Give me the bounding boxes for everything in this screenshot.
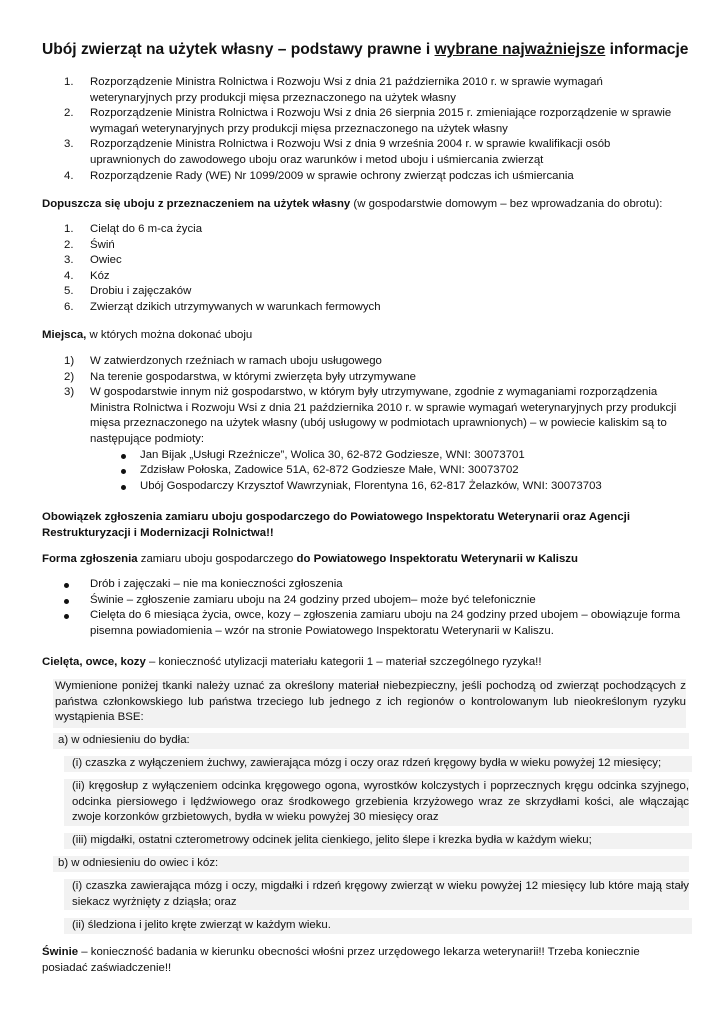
pigs-note: Świnie – konieczność badania w kierunku obecności włośni przez urzędowego lekarza weterynarii!! Trzeba koniecznie posiadać zaświadczenie!!: [42, 946, 640, 974]
bullet-icon: [121, 485, 126, 490]
list-item: 1. Cieląt do 6 m-ca życia: [64, 223, 203, 235]
list-item: Zdzisław Połoska, Zadowice 51A, 62-872 Godzieszе Małe, WNI: 30073702: [90, 463, 682, 479]
list-item: 3) W gospodarstwie innym niż gospodarstwo, w którym były utrzymywane, zgodnie z wymaganiami rozporządzenia Ministra Rolnictwa i Rozwoju Wsi z dnia 21 października 2010 r. w sprawie wymagań weterynaryjnych przy produkcji mięsa przeznaczonego na użytek własny (ubój usługowy w podmiotach uprawnionych) – w powiecie kaliskim są to następujące podmioty: Jan Bijak „Usługi Rzeźnicze”, Wolica 30, 62-872 Godzieszе, WNI: 30073701 Zdzisław Połoska, Zadowice 51A, 62-872 Godzieszе Małe, WNI: 30073702 Ubój Gospodarczy Krzysztof Wawrzyniak, Florentyna 16, 62-817 Żelazków, WNI: 30073703: [42, 385, 682, 494]
srm-intro: Wymienione poniżej tkanki należy uznać za określony materiał niebezpieczny, jeśli pochodzą od zwierząt pochodzących z państwa członkowskiego lub państwa trzeciego lub jednego z ich regionów o kontrolowanym lub nieokreślonym ryzyku wystąpienia BSE:: [53, 679, 686, 728]
list-item: Świnie – zgłoszenie zamiaru uboju na 24 godziny przed ubojem– może być telefonicznie: [42, 593, 682, 609]
title-underlined: wybrane najważniejsze: [434, 41, 606, 58]
list-item: 2. Świń: [64, 238, 115, 251]
calves-note: Cielęta, owce, kozy – konieczność utylizacji materiału kategorii 1 – materiał szczególnego ryzyka!!: [42, 656, 542, 668]
regulations-list: [42, 75, 682, 184]
allowed-heading: Dopuszcza się uboju z przeznaczeniem na użytek własny (w gospodarstwie domowym – bez wprowadzania do obrotu):: [42, 198, 663, 210]
obligation-text: Obowiązek zgłoszenia zamiaru uboju gospodarczego do Powiatowego Inspektoratu Weterynarii oraz Agencji Restrukturyzacji i Modernizacji Rolnictwa!!: [42, 511, 630, 539]
entities-list: [90, 448, 682, 495]
list-item: 1) W zatwierdzonych rzeźniach w ramach uboju usługowego: [64, 355, 382, 367]
list-item: 3. Rozporządzenie Ministra Rolnictwa i Rozwoju Wsi z dnia 9 września 2004 r. w sprawie kwalifikacji osób uprawnionych do zawodowego uboju oraz warunków i metod uboju i uśmiercania zwierząt: [64, 138, 611, 166]
title-part: Ubój zwierząt na użytek własny – podstawy prawne i: [42, 41, 435, 58]
list-item: 4. Kóz: [64, 269, 110, 282]
list-item: Cielęta do 6 miesiąca życia, owce, kozy – zgłoszenia zamiaru uboju na 24 godziny przed ubojem – obowiązuje forma pisemna powiadomienia – wzór na stronie Powiatowego Inspektoratu Weterynarii w Kaliszu.: [42, 608, 682, 639]
bullet-icon: [64, 599, 69, 604]
list-item: 3. Owiec: [64, 254, 122, 267]
allowed-list: [42, 222, 682, 316]
list-item: 1. Rozporządzenie Ministra Rolnictwa i Rozwoju Wsi z dnia 21 października 2010 r. w sprawie wymagań weterynaryjnych przy produkcji mięsa przeznaczonego na użytek własny: [64, 76, 603, 104]
title-part: informacje: [605, 41, 689, 58]
srm-sheep-item: (ii) śledziona i jelito kręte zwierząt w każdym wieku.: [64, 918, 692, 934]
list-item: 6. Zwierząt dzikich utrzymywanych w warunkach fermowych: [64, 300, 381, 313]
bullet-icon: [121, 469, 126, 474]
list-item: Ubój Gospodarczy Krzysztof Wawrzyniak, Florentyna 16, 62-817 Żelazków, WNI: 30073703: [90, 479, 682, 495]
places-list: [42, 354, 682, 494]
form-list: [42, 577, 682, 639]
bullet-icon: [64, 614, 69, 619]
srm-sheep-item: (i) czaszka zawierająca mózg i oczy, migdałki i rdzeń kręgowy zwierząt w wieku powyżej 12 miesięcy lub które mają stały siekacz wyrżnięty z dziąsła; oraz: [64, 879, 689, 910]
list-item: 2. Rozporządzenie Ministra Rolnictwa i Rozwoju Wsi z dnia 26 sierpnia 2015 r. zmieniające rozporządzenie w sprawie wymagań weterynaryjnych przy produkcji mięsa przeznaczonego na użytek własny: [64, 107, 672, 135]
list-item: 5. Drobiu i zajęczaków: [64, 285, 192, 298]
srm-cattle-item: (i) czaszka z wyłączeniem żuchwy, zawierająca mózg i oczy oraz rdzeń kręgowy bydła w wieku powyżej 12 miesięcy;: [64, 756, 692, 772]
srm-cattle-item: (ii) kręgosłup z wyłączeniem odcinka kręgowego ogona, wyrostków kolczystych i poprzecznych kręgu odcinka szyjnego, odcinka piersiowego i lędźwiowego oraz środkowego grzebienia krzyżowego wraz ze skrzydłami kości, ale włączając zwoje korzonków grzbietowych, bydła w wieku powyżej 30 miesięcy oraz: [64, 779, 689, 826]
bullet-icon: [121, 454, 126, 459]
bullet-icon: [64, 583, 69, 588]
srm-sheep-heading: b) w odniesieniu do owiec i kóz:: [53, 856, 689, 872]
list-item: Jan Bijak „Usługi Rzeźnicze”, Wolica 30, 62-872 Godzieszе, WNI: 30073701: [90, 448, 682, 464]
form-heading: Forma zgłoszenia zamiaru uboju gospodarczego do Powiatowego Inspektoratu Weterynarii w Kaliszu: [42, 553, 578, 565]
list-item: 2) Na terenie gospodarstwa, w którymi zwierzęta były utrzymywane: [64, 370, 417, 383]
places-heading: Miejsca, w których można dokonać uboju: [42, 329, 253, 341]
srm-cattle-item: (iii) migdałki, ostatni czterometrowy odcinek jelita cienkiego, jelito ślepe i krezka bydła w każdym wieku;: [64, 833, 692, 849]
srm-cattle-heading: a) w odniesieniu do bydła:: [53, 733, 689, 749]
page-title: [42, 40, 688, 60]
list-item: 4. Rozporządzenie Rady (WE) Nr 1099/2009 w sprawie ochrony zwierząt podczas ich uśmiercania: [64, 169, 574, 182]
list-item: Drób i zajęczaki – nie ma konieczności zgłoszenia: [42, 577, 682, 593]
